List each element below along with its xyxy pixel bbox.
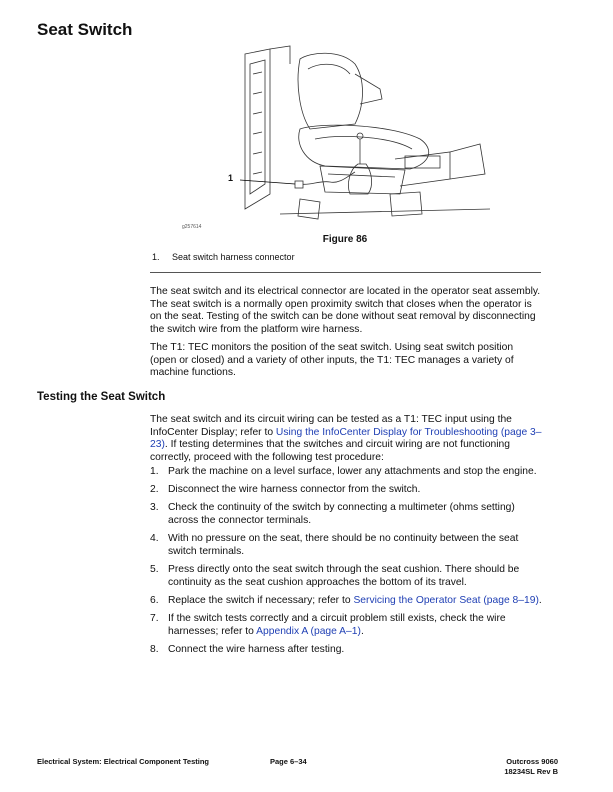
step-number: 5. bbox=[150, 563, 159, 575]
testing-intro-text-after: . If testing determines that the switches and circuit wiring are not functioning correctly, proceed with the following test procedure: bbox=[150, 439, 511, 463]
figure-image-code: g257614 bbox=[182, 224, 202, 230]
step-text bbox=[168, 595, 542, 608]
step-text bbox=[168, 613, 542, 638]
page-title: Seat Switch bbox=[37, 20, 133, 39]
list-item bbox=[150, 484, 542, 497]
divider-rule bbox=[150, 272, 541, 273]
step-text-before: If the switch tests correctly and a circuit problem still exists, check the wire harnesses; refer to bbox=[168, 612, 506, 637]
intro-paragraph-1: The seat switch and its electrical connector are located in the operator seat assembly. The seat switch is a normally open proximity switch that closes when the operator is on the seat. Testing of the switch can be done without seat removal by disconnecting the switch wire from the platform wire harness. bbox=[150, 286, 541, 335]
step-text-before: Replace the switch if necessary; refer to bbox=[168, 594, 354, 606]
list-item bbox=[150, 502, 542, 527]
step-text: With no pressure on the seat, there should be no continuity between the seat switch terminals. bbox=[168, 533, 519, 557]
intro-paragraph-2: The T1: TEC monitors the position of the seat switch. Using seat switch position (open or closed) and a variety of other inputs, the T1: TEC manages a variety of machine functions. bbox=[150, 342, 514, 379]
list-item bbox=[150, 533, 542, 558]
seat-switch-figure bbox=[150, 44, 540, 230]
legend-text: Seat switch harness connector bbox=[172, 252, 295, 262]
step-number: 8. bbox=[150, 643, 159, 655]
appendix-a-link[interactable]: Appendix A (page A–1) bbox=[256, 625, 361, 637]
footer-model: Outcross 9060 bbox=[506, 757, 558, 766]
step-text: Disconnect the wire harness connector from the switch. bbox=[168, 484, 421, 496]
list-item bbox=[150, 613, 542, 638]
step-number: 3. bbox=[150, 502, 159, 514]
footer-revision: 18234SL Rev B bbox=[504, 766, 558, 776]
footer-page-number: Page 6–34 bbox=[270, 757, 307, 766]
step-number: 7. bbox=[150, 612, 159, 624]
step-number: 1. bbox=[150, 466, 159, 477]
step-text: Connect the wire harness after testing. bbox=[168, 643, 345, 655]
step-text: Check the continuity of the switch by connecting a multimeter (ohms setting) across the connector terminals. bbox=[168, 502, 515, 526]
list-item bbox=[150, 644, 542, 657]
list-item bbox=[150, 466, 542, 479]
testing-intro-text: The seat switch and its circuit wiring can be tested as a T1: TEC input using the InfoCenter Display; refer to bbox=[150, 414, 512, 438]
list-item bbox=[150, 564, 542, 589]
figure-legend bbox=[152, 252, 295, 262]
step-text: Park the machine on a level surface, lower any attachments and stop the engine. bbox=[168, 466, 537, 477]
step-number: 4. bbox=[150, 533, 159, 545]
footer-document-id bbox=[504, 757, 558, 776]
infocenter-troubleshooting-link[interactable]: Using the InfoCenter Display for Troubleshooting (page 3–23) bbox=[150, 426, 542, 451]
figure-caption: Figure 86 bbox=[322, 234, 368, 245]
step-number: 6. bbox=[150, 594, 159, 606]
legend-number: 1. bbox=[152, 252, 160, 262]
footer-section-title: Electrical System: Electrical Component Testing bbox=[37, 757, 209, 766]
test-procedure-steps bbox=[150, 466, 542, 662]
step-text-after: . bbox=[360, 625, 364, 637]
figure-callout-1: 1 bbox=[228, 173, 234, 183]
list-item bbox=[150, 595, 542, 608]
seat-illustration bbox=[150, 44, 540, 230]
step-text-after: . bbox=[538, 594, 542, 606]
step-number: 2. bbox=[150, 484, 159, 496]
step-text: Press directly onto the seat switch through the seat cushion. There should be continuity as the seat cushion approaches the bottom of its travel. bbox=[168, 563, 520, 588]
section-heading: Testing the Seat Switch bbox=[37, 391, 166, 403]
testing-intro-paragraph bbox=[150, 414, 542, 464]
servicing-operator-seat-link[interactable]: Servicing the Operator Seat (page 8–19) bbox=[353, 594, 539, 606]
